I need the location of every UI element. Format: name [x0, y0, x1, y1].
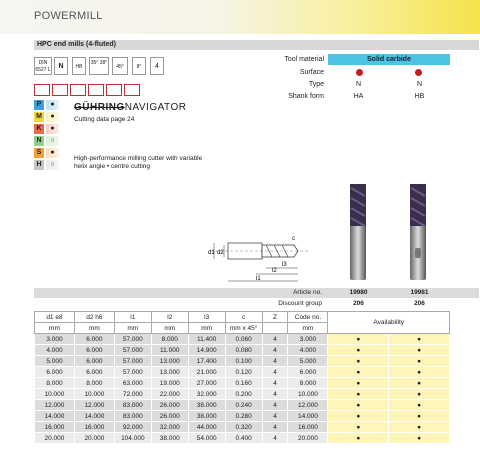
side-milling-icon: [52, 84, 68, 96]
table-cell: 4: [262, 411, 288, 422]
table-cell: 4: [262, 345, 288, 356]
table-cell: 16.000: [288, 422, 328, 433]
table-cell: 92.000: [114, 422, 151, 433]
availability-dot: ●: [389, 422, 450, 433]
l2-label: l2: [272, 268, 277, 274]
availability-dot: ●: [389, 433, 450, 444]
table-cell: 14.000: [288, 411, 328, 422]
table-cell: 8.000: [151, 334, 188, 345]
page-title: POWERMILL: [34, 10, 103, 22]
table-cell: 38.000: [151, 433, 188, 444]
shank-hb-icon: HB: [72, 57, 86, 75]
shank-form-value: HB: [414, 93, 425, 100]
discount-group-value: 206: [353, 300, 364, 307]
table-cell: 6.000: [74, 367, 114, 378]
availability-dot: ●: [328, 367, 389, 378]
availability-dot: ●: [389, 389, 450, 400]
surface-coating-icon: [415, 69, 422, 76]
table-row: [35, 422, 479, 433]
table-cell: 63.000: [114, 378, 151, 389]
table-cell: 12.000: [288, 400, 328, 411]
profiling-icon: [106, 84, 122, 96]
table-cell: 3.000: [288, 334, 328, 345]
column-header: l2: [151, 312, 188, 323]
table-cell: 4: [262, 334, 288, 345]
table-row: [35, 433, 479, 444]
table-cell: 6.000: [74, 356, 114, 367]
table-spacer: [450, 389, 479, 400]
flute-count-icon: 4: [150, 57, 164, 75]
tool-material-value: Solid carbide: [328, 54, 450, 65]
table-spacer: [450, 334, 479, 345]
table-cell: 6.000: [74, 334, 114, 345]
column-header: d2 h6: [74, 312, 114, 323]
d1-label: d1: [208, 250, 215, 256]
table-cell: 12.000: [35, 400, 75, 411]
product-description: High-performance milling cutter with variable helix angle • centre cutting: [74, 155, 203, 170]
shank-form-value: HA: [353, 93, 364, 100]
table-cell: 0.160: [225, 378, 262, 389]
table-cell: 57.000: [114, 345, 151, 356]
surface-label: Surface: [299, 69, 324, 76]
unit-cell: mm: [74, 323, 114, 334]
table-cell: 6.000: [74, 345, 114, 356]
table-row: [35, 400, 479, 411]
table-cell: 22.000: [151, 389, 188, 400]
table-spacer: [450, 356, 479, 367]
table-cell: 32.000: [188, 389, 225, 400]
table-cell: 11.400: [188, 334, 225, 345]
table-cell: 83.000: [114, 411, 151, 422]
c-label: c: [292, 236, 295, 242]
unit-cell: mm x 45°: [225, 323, 262, 334]
chamfer-angle-icon: 45°: [112, 57, 128, 75]
table-cell: 8.000: [74, 378, 114, 389]
table-cell: 20.000: [35, 433, 75, 444]
availability-dot: ●: [389, 411, 450, 422]
table-cell: 4: [262, 378, 288, 389]
table-cell: 8.000: [288, 378, 328, 389]
table-spacer: [450, 345, 479, 356]
table-cell: 32.000: [151, 422, 188, 433]
unit-cell: [262, 323, 288, 334]
table-spacer: [450, 378, 479, 389]
material-group-letter: S: [34, 148, 44, 158]
table-cell: 0.200: [225, 389, 262, 400]
table-cell: 21.000: [188, 367, 225, 378]
table-cell: 16.000: [35, 422, 75, 433]
table-cell: 0.320: [225, 422, 262, 433]
table-row: [35, 411, 479, 422]
type-value: N: [416, 81, 423, 88]
table-cell: 13.000: [151, 356, 188, 367]
table-cell: 6.000: [35, 367, 75, 378]
availability-dot: ●: [328, 345, 389, 356]
unit-cell: mm: [114, 323, 151, 334]
type-value: N: [355, 81, 362, 88]
table-spacer: [450, 411, 479, 422]
material-group-suitability: ●: [46, 148, 59, 158]
article-label: Article no.: [293, 289, 322, 296]
table-row: [35, 345, 479, 356]
availability-dot: ●: [328, 411, 389, 422]
discount-group-value: 206: [414, 300, 425, 307]
availability-dot: ●: [389, 334, 450, 345]
table-cell: 0.120: [225, 367, 262, 378]
din-norm-icon: DIN 6527 L: [34, 57, 52, 75]
table-cell: 20.000: [74, 433, 114, 444]
column-header: Code no.: [288, 312, 328, 323]
table-cell: 4: [262, 356, 288, 367]
type-n-icon: N: [54, 57, 68, 75]
table-cell: 10.000: [288, 389, 328, 400]
column-header: l3: [188, 312, 225, 323]
section-bar: [34, 40, 479, 50]
availability-dot: ●: [389, 345, 450, 356]
table-spacer: [450, 312, 479, 334]
table-cell: 10.000: [74, 389, 114, 400]
material-group-suitability: ●: [46, 124, 59, 134]
unit-cell: mm: [35, 323, 75, 334]
unit-cell: mm: [188, 323, 225, 334]
table-row: [35, 378, 479, 389]
table-cell: 14.000: [74, 411, 114, 422]
table-cell: 27.000: [188, 378, 225, 389]
availability-dot: ●: [328, 334, 389, 345]
helix-angle-icon: 35° 38°: [89, 57, 109, 75]
tool-material-label: Tool material: [284, 56, 324, 63]
table-cell: 54.000: [188, 433, 225, 444]
table-cell: 4.000: [288, 345, 328, 356]
availability-dot: ●: [328, 378, 389, 389]
surface-coating-icon: [356, 69, 363, 76]
table-cell: 3.000: [35, 334, 75, 345]
discount-group-label: Discount group: [278, 300, 322, 307]
table-cell: 4: [262, 422, 288, 433]
plunge-icon: [70, 84, 86, 96]
table-cell: 8.000: [35, 378, 75, 389]
table-cell: 20.000: [288, 433, 328, 444]
material-group-letter: P: [34, 100, 44, 110]
table-cell: 4.000: [35, 345, 75, 356]
table-cell: 0.400: [225, 433, 262, 444]
column-header: Z: [262, 312, 288, 323]
material-group-suitability: ○: [46, 136, 59, 146]
table-cell: 38.000: [188, 400, 225, 411]
material-group-letter: H: [34, 160, 44, 170]
slotting-icon: [34, 84, 50, 96]
availability-dot: ●: [389, 378, 450, 389]
table-cell: 57.000: [114, 356, 151, 367]
availability-dot: ●: [328, 389, 389, 400]
page-header: [0, 0, 480, 34]
table-cell: 19.000: [151, 378, 188, 389]
table-cell: 0.280: [225, 411, 262, 422]
clearance-angle-icon: 8°: [132, 57, 146, 75]
table-spacer: [450, 400, 479, 411]
table-cell: 26.000: [151, 411, 188, 422]
table-cell: 72.000: [114, 389, 151, 400]
table-cell: 57.000: [114, 367, 151, 378]
tool-image-19981: [406, 182, 430, 282]
shank-form-label: Shank form: [288, 93, 324, 100]
table-spacer: [450, 433, 479, 444]
material-group-suitability: ●: [46, 112, 59, 122]
table-spacer: [450, 367, 479, 378]
table-cell: 10.000: [35, 389, 75, 400]
dimension-table: [34, 311, 479, 444]
table-cell: 6.000: [288, 367, 328, 378]
table-cell: 0.080: [225, 345, 262, 356]
table-cell: 5.000: [35, 356, 75, 367]
table-cell: 13.000: [151, 367, 188, 378]
column-header: l1: [114, 312, 151, 323]
table-row: [35, 334, 479, 345]
ramping-icon: [88, 84, 104, 96]
availability-dot: ●: [328, 400, 389, 411]
table-cell: 104.000: [114, 433, 151, 444]
article-number: 19981: [410, 289, 429, 296]
table-cell: 5.000: [288, 356, 328, 367]
material-group-letter: K: [34, 124, 44, 134]
availability-dot: ●: [389, 400, 450, 411]
table-cell: 17.400: [188, 356, 225, 367]
table-row: [35, 356, 479, 367]
material-group-letter: M: [34, 112, 44, 122]
navigator-logo: GÜHRINGNAVIGATOR: [74, 102, 187, 113]
l3-label: l3: [282, 262, 287, 268]
table-cell: 4: [262, 367, 288, 378]
table-cell: 57.000: [114, 334, 151, 345]
availability-dot: ●: [328, 422, 389, 433]
cutting-data-reference: Cutting data page 24: [74, 116, 135, 123]
table-spacer: [450, 422, 479, 433]
availability-header: Availability: [328, 312, 450, 334]
table-cell: 4: [262, 400, 288, 411]
material-group-letter: N: [34, 136, 44, 146]
material-group-suitability: ○: [46, 160, 59, 170]
table-cell: 83.000: [114, 400, 151, 411]
table-cell: 12.000: [74, 400, 114, 411]
table-cell: 16.000: [74, 422, 114, 433]
table-cell: 0.240: [225, 400, 262, 411]
table-cell: 0.100: [225, 356, 262, 367]
tool-image-19980: [346, 182, 370, 282]
table-cell: 26.000: [151, 400, 188, 411]
table-cell: 44.000: [188, 422, 225, 433]
section-title: HPC end mills (4-fluted): [37, 41, 116, 48]
tool-dimension-drawing: [206, 218, 316, 288]
table-row: [35, 367, 479, 378]
l1-label: l1: [256, 276, 261, 282]
table-cell: 0.060: [225, 334, 262, 345]
article-number: 19980: [349, 289, 368, 296]
d2-label: d2: [217, 250, 224, 256]
table-cell: 38.000: [188, 411, 225, 422]
type-label: Type: [308, 81, 324, 88]
table-row: [35, 389, 479, 400]
unit-cell: mm: [288, 323, 328, 334]
table-cell: 4: [262, 389, 288, 400]
table-cell: 14.000: [35, 411, 75, 422]
table-cell: 4: [262, 433, 288, 444]
column-header: c: [225, 312, 262, 323]
table-cell: 14.900: [188, 345, 225, 356]
material-group-suitability: ●: [46, 100, 59, 110]
availability-dot: ●: [328, 356, 389, 367]
unit-cell: mm: [151, 323, 188, 334]
availability-dot: ●: [389, 367, 450, 378]
table-cell: 11.000: [151, 345, 188, 356]
availability-dot: ●: [328, 433, 389, 444]
column-header: d1 e8: [35, 312, 75, 323]
availability-dot: ●: [389, 356, 450, 367]
pocket-icon: [124, 84, 140, 96]
